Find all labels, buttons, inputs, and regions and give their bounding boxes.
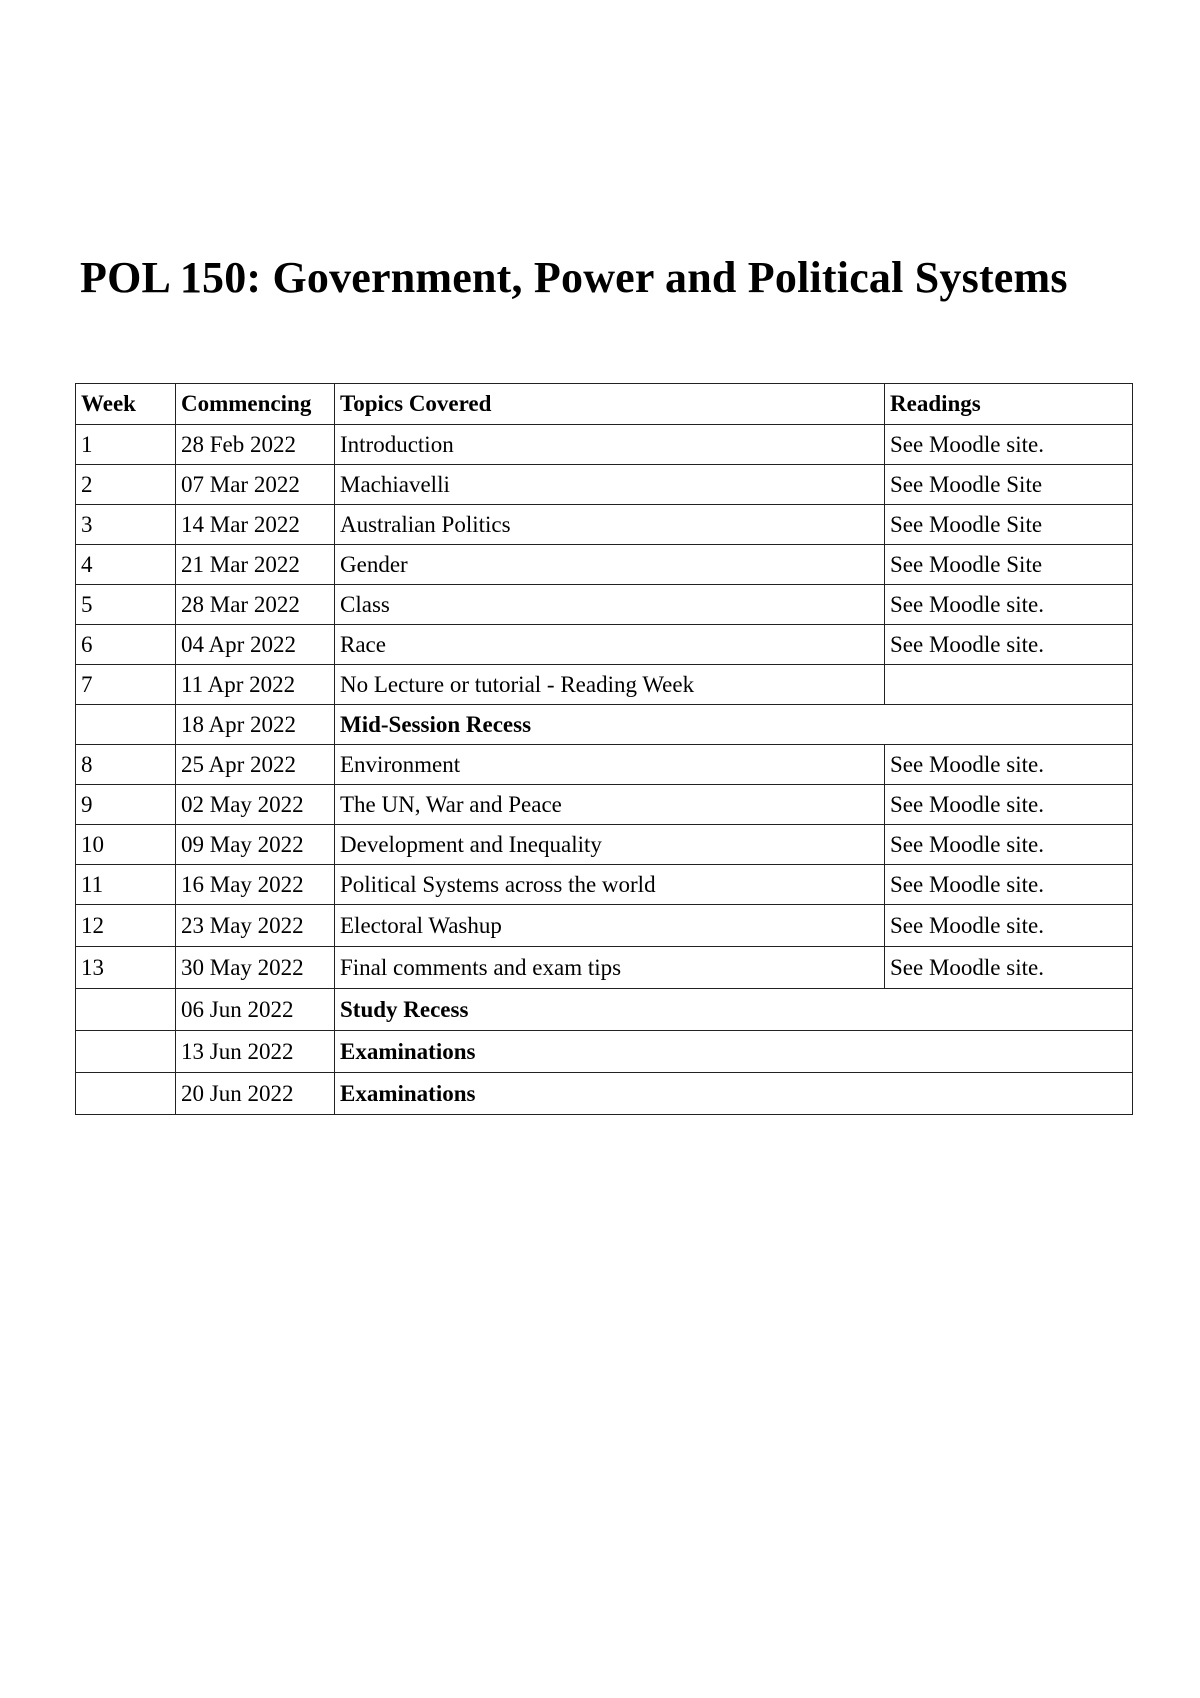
commencing-cell: 28 Mar 2022: [176, 585, 335, 625]
header-week: Week: [76, 384, 176, 425]
readings-cell: See Moodle site.: [885, 905, 1133, 947]
readings-cell: See Moodle site.: [885, 947, 1133, 989]
commencing-cell: 21 Mar 2022: [176, 545, 335, 585]
table-row: [76, 947, 1133, 989]
table-row: [76, 785, 1133, 825]
week-cell: 7: [76, 665, 176, 705]
topic-cell: Study Recess: [335, 989, 1133, 1031]
week-cell: 9: [76, 785, 176, 825]
table-row: [76, 665, 1133, 705]
table-row: [76, 1073, 1133, 1115]
topic-cell: Mid-Session Recess: [335, 705, 1133, 745]
topic-cell: Examinations: [335, 1073, 1133, 1115]
commencing-cell: 02 May 2022: [176, 785, 335, 825]
topic-cell: The UN, War and Peace: [335, 785, 885, 825]
table-row: [76, 425, 1133, 465]
readings-cell: See Moodle Site: [885, 465, 1133, 505]
table-row: [76, 545, 1133, 585]
table-row: [76, 705, 1133, 745]
table-row: [76, 989, 1133, 1031]
topic-cell: Examinations: [335, 1031, 1133, 1073]
commencing-cell: 04 Apr 2022: [176, 625, 335, 665]
week-cell: [76, 705, 176, 745]
topic-cell: Class: [335, 585, 885, 625]
readings-cell: See Moodle site.: [885, 865, 1133, 905]
table-row: [76, 865, 1133, 905]
topic-cell: Political Systems across the world: [335, 865, 885, 905]
table-row: [76, 745, 1133, 785]
readings-cell: [885, 665, 1133, 705]
topic-cell: Environment: [335, 745, 885, 785]
week-cell: 12: [76, 905, 176, 947]
topic-cell: Electoral Washup: [335, 905, 885, 947]
commencing-cell: 07 Mar 2022: [176, 465, 335, 505]
readings-cell: See Moodle Site: [885, 505, 1133, 545]
topic-cell: No Lecture or tutorial - Reading Week: [335, 665, 885, 705]
commencing-cell: 13 Jun 2022: [176, 1031, 335, 1073]
week-cell: [76, 1073, 176, 1115]
readings-cell: See Moodle Site: [885, 545, 1133, 585]
readings-cell: See Moodle site.: [885, 625, 1133, 665]
readings-cell: See Moodle site.: [885, 585, 1133, 625]
table-row: [76, 465, 1133, 505]
topic-cell: Final comments and exam tips: [335, 947, 885, 989]
table-row: [76, 585, 1133, 625]
week-cell: 10: [76, 825, 176, 865]
commencing-cell: 30 May 2022: [176, 947, 335, 989]
readings-cell: See Moodle site.: [885, 825, 1133, 865]
week-cell: 1: [76, 425, 176, 465]
week-cell: 5: [76, 585, 176, 625]
topic-cell: Introduction: [335, 425, 885, 465]
commencing-cell: 20 Jun 2022: [176, 1073, 335, 1115]
commencing-cell: 23 May 2022: [176, 905, 335, 947]
header-row: [76, 384, 1133, 425]
page-title: POL 150: Government, Power and Political Systems: [80, 253, 1068, 302]
week-cell: 13: [76, 947, 176, 989]
commencing-cell: 28 Feb 2022: [176, 425, 335, 465]
week-cell: 4: [76, 545, 176, 585]
header-commencing: Commencing: [176, 384, 335, 425]
week-cell: [76, 989, 176, 1031]
topic-cell: Development and Inequality: [335, 825, 885, 865]
commencing-cell: 09 May 2022: [176, 825, 335, 865]
schedule-body: [76, 425, 1133, 1115]
topic-cell: Machiavelli: [335, 465, 885, 505]
week-cell: 3: [76, 505, 176, 545]
week-cell: [76, 1031, 176, 1073]
week-cell: 2: [76, 465, 176, 505]
header-topics: Topics Covered: [335, 384, 885, 425]
schedule-table: [75, 383, 1133, 1115]
readings-cell: See Moodle site.: [885, 745, 1133, 785]
table-row: [76, 1031, 1133, 1073]
readings-cell: See Moodle site.: [885, 425, 1133, 465]
table-row: [76, 905, 1133, 947]
week-cell: 11: [76, 865, 176, 905]
table-row: [76, 505, 1133, 545]
table-row: [76, 625, 1133, 665]
table-row: [76, 825, 1133, 865]
readings-cell: See Moodle site.: [885, 785, 1133, 825]
commencing-cell: 16 May 2022: [176, 865, 335, 905]
commencing-cell: 18 Apr 2022: [176, 705, 335, 745]
commencing-cell: 25 Apr 2022: [176, 745, 335, 785]
week-cell: 6: [76, 625, 176, 665]
topic-cell: Australian Politics: [335, 505, 885, 545]
commencing-cell: 06 Jun 2022: [176, 989, 335, 1031]
header-readings: Readings: [885, 384, 1133, 425]
topic-cell: Gender: [335, 545, 885, 585]
topic-cell: Race: [335, 625, 885, 665]
commencing-cell: 14 Mar 2022: [176, 505, 335, 545]
commencing-cell: 11 Apr 2022: [176, 665, 335, 705]
week-cell: 8: [76, 745, 176, 785]
